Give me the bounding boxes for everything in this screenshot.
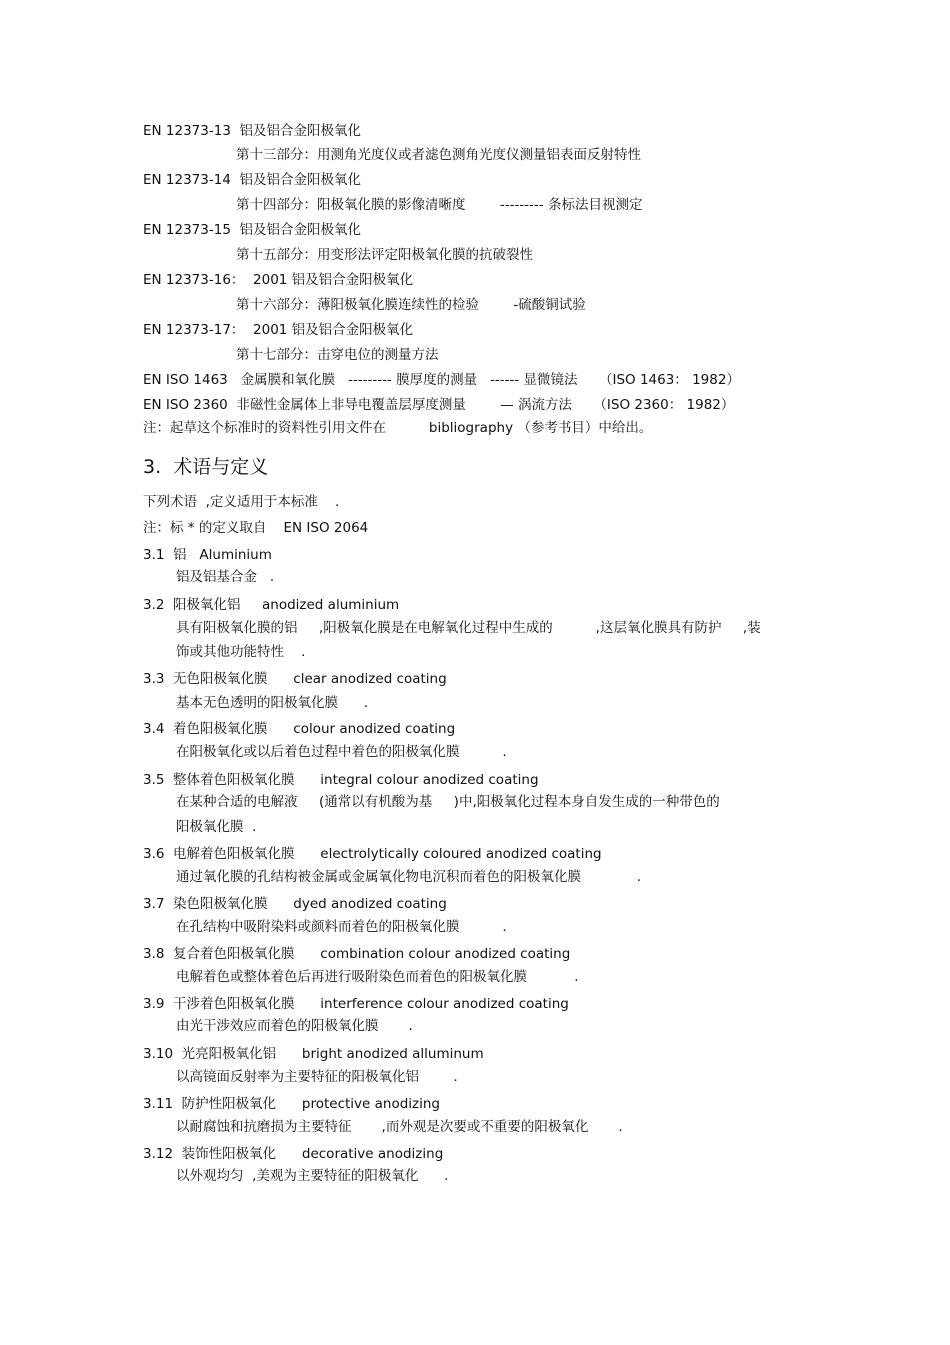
- iso-reference: EN ISO 1463 金属膜和氧化膜 --------- 膜厚度的测量 ------ 显微镜法 （ISO 1463： 1982）: [143, 372, 740, 388]
- reference-part: 第十六部分：薄阳极氧化膜连续性的检验 -硫酸铜试验: [236, 297, 586, 313]
- section-intro: 下列术语 ,定义适用于本标准 .: [143, 494, 340, 510]
- section-heading: 3. 术语与定义: [143, 456, 269, 478]
- bibliography-note: 注：起草这个标准时的资料性引用文件在 bibliography （参考书目）中给出。: [143, 420, 653, 436]
- term-heading: 3.10 光亮阳极氧化铝 bright anodized alluminum: [143, 1046, 484, 1062]
- term-heading: 3.9 干涉着色阳极氧化膜 interference colour anodized coating: [143, 996, 569, 1012]
- reference-part: 第十七部分：击穿电位的测量方法: [236, 347, 439, 363]
- term-definition: 在某种合适的电解液 (通常以有机酸为基 )中,阳极氧化过程本身自发生成的一种带色的: [176, 794, 720, 810]
- reference-part: 第十三部分：用测角光度仪或者滤色测角光度仪测量铝表面反射特性: [236, 147, 641, 163]
- reference-line: EN 12373-16： 2001 铝及铝合金阳极氧化: [143, 272, 414, 288]
- term-heading: 3.2 阳极氧化铝 anodized aluminium: [143, 597, 400, 613]
- term-definition: 电解着色或整体着色后再进行吸附染色而着色的阳极氧化膜 .: [176, 969, 579, 985]
- term-heading: 3.6 电解着色阳极氧化膜 electrolytically coloured anodized coating: [143, 846, 602, 862]
- reference-line: EN 12373-17： 2001 铝及铝合金阳极氧化: [143, 322, 414, 338]
- term-heading: 3.7 染色阳极氧化膜 dyed anodized coating: [143, 896, 447, 912]
- term-heading: 3.11 防护性阳极氧化 protective anodizing: [143, 1096, 440, 1112]
- term-definition: 以高镜面反射率为主要特征的阳极氧化铝 .: [176, 1069, 458, 1085]
- term-definition: 以外观均匀 ,美观为主要特征的阳极氧化 .: [176, 1168, 449, 1184]
- term-definition: 在孔结构中吸附染料或颜料而着色的阳极氧化膜 .: [176, 919, 507, 935]
- term-definition: 阳极氧化膜 .: [176, 819, 257, 835]
- term-definition: 在阳极氧化或以后着色过程中着色的阳极氧化膜 .: [176, 744, 507, 760]
- term-definition: 基本无色透明的阳极氧化膜 .: [176, 695, 369, 711]
- term-definition: 具有阳极氧化膜的铝 ,阳极氧化膜是在电解氧化过程中生成的 ,这层氧化膜具有防护 ,装: [176, 620, 761, 636]
- reference-part: 第十四部分：阳极氧化膜的影像清晰度 --------- 条标法目视测定: [236, 197, 643, 213]
- term-definition: 铝及铝基合金 .: [176, 569, 275, 585]
- section-note: 注：标 * 的定义取自 EN ISO 2064: [143, 520, 369, 536]
- term-heading: 3.5 整体着色阳极氧化膜 integral colour anodized coating: [143, 772, 539, 788]
- reference-part: 第十五部分：用变形法评定阳极氧化膜的抗破裂性: [236, 247, 533, 263]
- term-heading: 3.3 无色阳极氧化膜 clear anodized coating: [143, 671, 447, 687]
- term-heading: 3.12 装饰性阳极氧化 decorative anodizing: [143, 1146, 444, 1162]
- term-definition: 以耐腐蚀和抗磨损为主要特征 ,而外观是次要或不重要的阳极氧化 .: [176, 1119, 623, 1135]
- reference-line: EN 12373-14 铝及铝合金阳极氧化: [143, 172, 362, 188]
- term-definition: 通过氧化膜的孔结构被金属或金属氧化物电沉积而着色的阳极氧化膜 .: [176, 869, 642, 885]
- reference-line: EN 12373-13 铝及铝合金阳极氧化: [143, 123, 362, 139]
- term-definition: 饰或其他功能特性 .: [176, 644, 306, 660]
- term-definition: 由光干涉效应而着色的阳极氧化膜 .: [176, 1018, 413, 1034]
- term-heading: 3.8 复合着色阳极氧化膜 combination colour anodized coating: [143, 946, 571, 962]
- iso-reference: EN ISO 2360 非磁性金属体上非导电覆盖层厚度测量 — 涡流方法 （ISO 2360： 1982）: [143, 397, 735, 413]
- term-heading: 3.4 着色阳极氧化膜 colour anodized coating: [143, 721, 456, 737]
- reference-line: EN 12373-15 铝及铝合金阳极氧化: [143, 222, 362, 238]
- term-heading: 3.1 铝 Aluminium: [143, 547, 272, 563]
